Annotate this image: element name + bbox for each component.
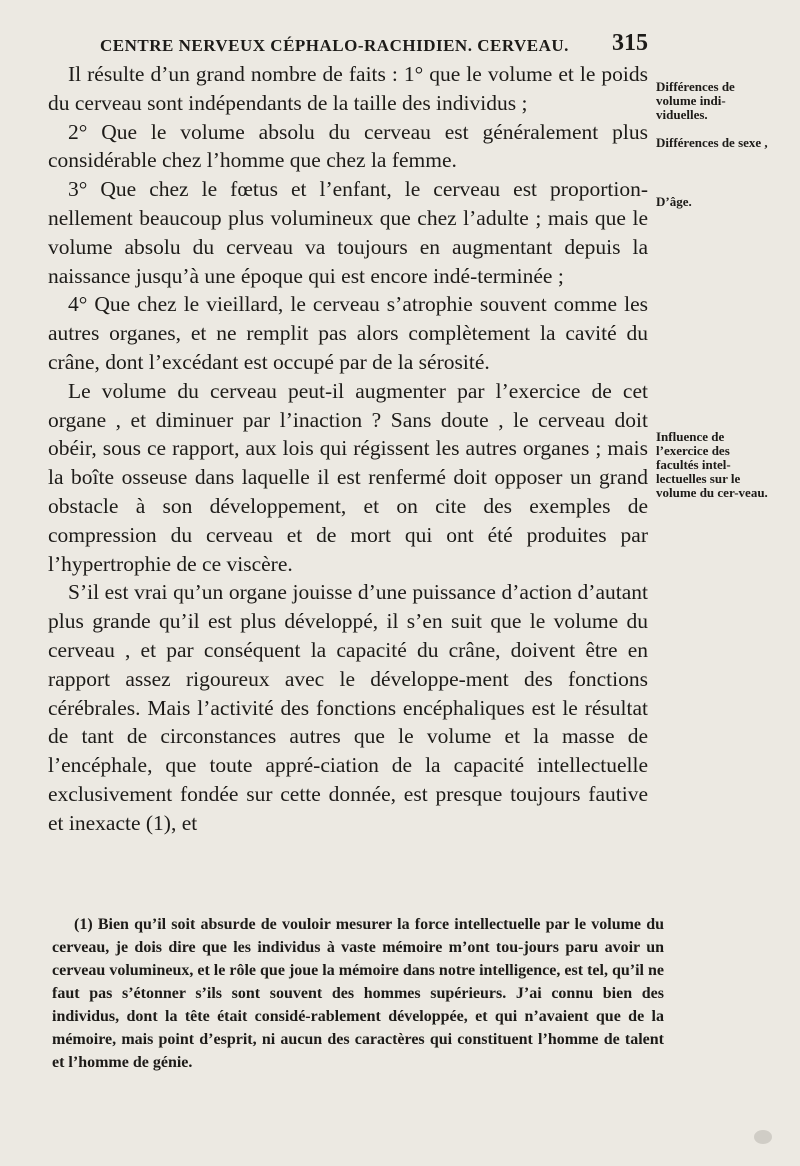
paragraph-2: 2° Que le volume absolu du cerveau est généralement plus considérable chez l’homme que chez la femme. <box>48 119 648 173</box>
footnote <box>52 913 664 1074</box>
running-head: CENTRE NERVEUX CÉPHALO-RACHIDIEN. CERVEAU. <box>100 36 569 55</box>
margin-note-exercise-influence: Influence de l’exercice des facultés intel-lectuelles sur le volume du cer-veau. <box>656 429 768 500</box>
paragraph-5: Le volume du cerveau peut-il augmenter par l’exercice de cet organe , et diminuer par l’inaction ? Sans doute , le cerveau doit obéir, sous ce rapport, aux lois qui régissent les autres organes ; mais la boîte osseuse dans laquelle il est renfermé doit opposer un grand obstacle à son développement, et on cite des exemples de compression du cerveau et de mort qui ont été produites par l’hypertrophie de ce viscère. <box>48 378 648 576</box>
margin-note-individual-differences: Différences de volume indi-viduelles. <box>656 79 735 122</box>
paragraph-1: Il résulte d’un grand nombre de faits : 1° que le volume et le poids du cerveau sont indépendants de la taille des individus ; <box>48 62 648 115</box>
ink-smudge <box>754 1130 772 1144</box>
paragraph-3: 3° Que chez le fœtus et l’enfant, le cerveau est proportion-nellement beaucoup plus volumineux que chez l’adulte ; mais que le volume absolu du cerveau va toujours en augmentant depuis la naissance jusqu’à une époque qui est encore indé-terminée ; <box>48 177 648 288</box>
margin-note-age: D’âge. <box>656 194 692 209</box>
page-number: 315 <box>612 30 648 56</box>
main-text <box>48 60 648 838</box>
paragraph-4: 4° Que chez le vieillard, le cerveau s’atrophie souvent comme les autres organes, et ne remplit pas alors complètement la cavité du crâne, dont l’excédant est occupé par de la sérosité. <box>48 292 648 374</box>
margin-note-sex-differences: Différences de sexe , <box>656 135 768 150</box>
footnote-text: (1) Bien qu’il soit absurde de vouloir mesurer la force intellectuelle par le volume du cerveau, je dois dire que les individus à vaste mémoire m’ont tou-jours paru avoir un cerveau volumineux, et le rôle que joue la mémoire dans notre intelligence, est tel, qu’il ne faut pas s’étonner s’ils sont souvent des hommes supérieurs. J’ai connu bien des individus, dont la tête était considé-rablement développée, et qui n’avaient que de la mémoire, mais point d’esprit, ni aucun des caractères qui constituent l’homme de talent et l’homme de génie. <box>52 916 664 1071</box>
page-header <box>100 28 648 60</box>
paragraph-6: S’il est vrai qu’un organe jouisse d’une puissance d’action d’autant plus grande qu’il est plus développé, il s’en suit que le volume du cerveau , et par conséquent la capacité du crâne, doivent être en rapport assez rigoureux avec le développe-ment des fonctions cérébrales. Mais l’activité des fonctions encéphaliques est le résultat de tant de circonstances autres que le volume et la masse de l’encéphale, que toute appré-ciation de la capacité intellectuelle exclusivement fondée sur cette donnée, est presque toujours fautive et inexacte (1), et <box>48 580 648 835</box>
